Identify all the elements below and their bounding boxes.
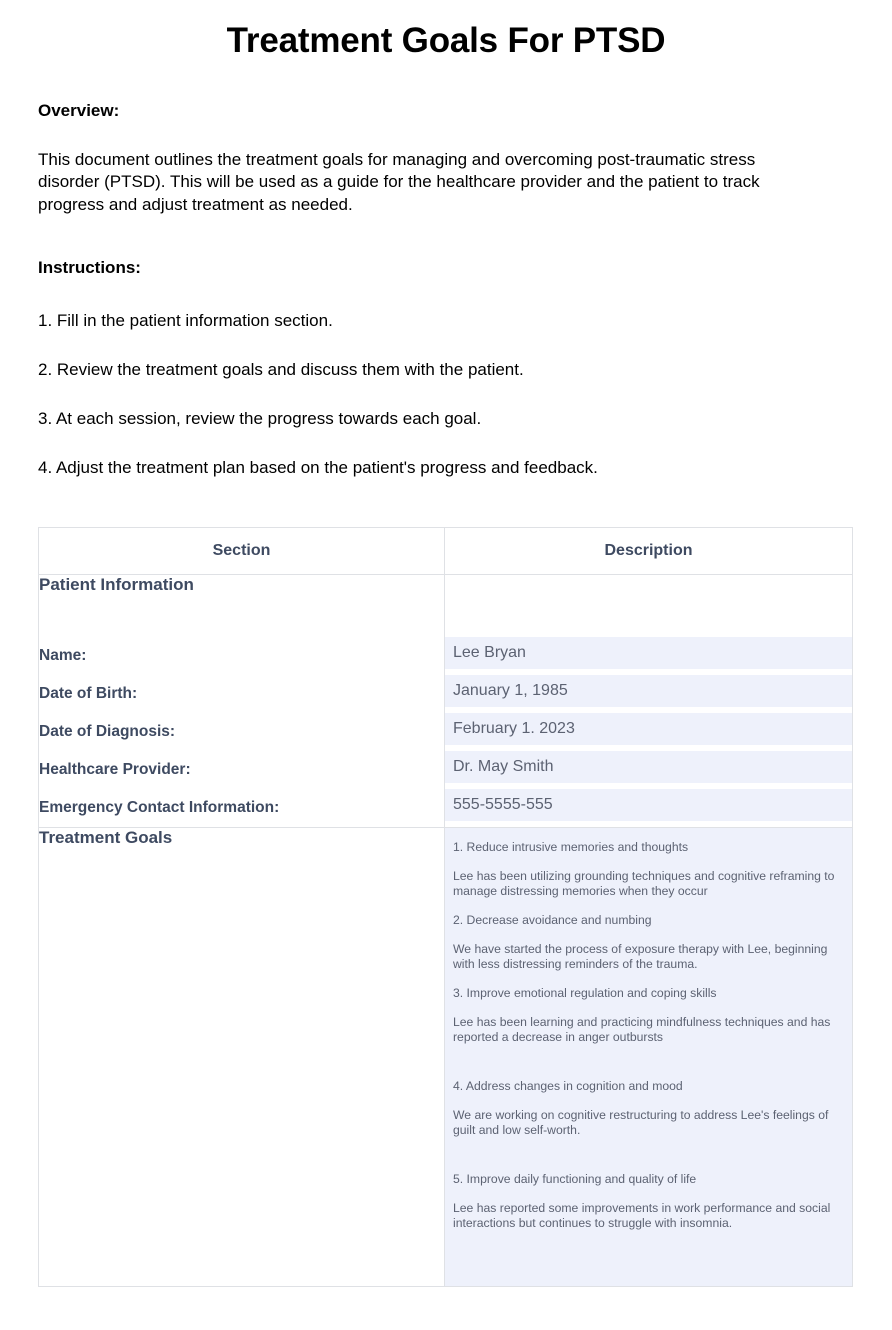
table-row-patient-information bbox=[39, 575, 853, 828]
table-row-treatment-goals bbox=[39, 828, 853, 1287]
goal-spacer bbox=[453, 1152, 842, 1172]
field-label-emergency-contact: Emergency Contact Information: bbox=[39, 799, 280, 816]
overview-paragraph: This document outlines the treatment goals for managing and overcoming post-traumatic stress disorder (PTSD). This will be used as a guide for the healthcare provider and the patient to track progress and adjust treatment as needed. bbox=[38, 149, 760, 214]
field-value-date-of-birth[interactable]: January 1, 1985 bbox=[445, 675, 852, 707]
treatment-goals-table bbox=[38, 527, 853, 1287]
goal-note-4[interactable]: We are working on cognitive restructuring to address Lee's feelings of guilt and low self-worth. bbox=[453, 1108, 829, 1137]
field-value-date-of-diagnosis[interactable]: February 1. 2023 bbox=[445, 713, 852, 745]
field-value-emergency-contact[interactable]: 555-5555-555 bbox=[445, 789, 852, 821]
table-header-row bbox=[39, 528, 853, 575]
patient-information-labels-cell bbox=[39, 575, 445, 828]
field-label-name: Name: bbox=[39, 647, 87, 664]
patient-information-values-cell bbox=[445, 575, 853, 828]
column-header-description: Description bbox=[445, 528, 853, 575]
overview-heading: Overview: bbox=[38, 100, 120, 120]
field-label-date-of-diagnosis: Date of Diagnosis: bbox=[39, 723, 176, 740]
intro-content bbox=[0, 61, 892, 480]
instruction-item: 4. Adjust the treatment plan based on the patient's progress and feedback. bbox=[38, 458, 598, 477]
patient-information-title: Patient Information bbox=[39, 575, 194, 594]
table-body bbox=[39, 575, 853, 1287]
goal-title-2: 2. Decrease avoidance and numbing bbox=[453, 913, 652, 927]
goals-table-wrapper bbox=[0, 527, 892, 1287]
instructions-list bbox=[38, 278, 854, 479]
treatment-goals-title: Treatment Goals bbox=[39, 828, 173, 847]
value-spacer bbox=[445, 575, 852, 637]
instructions-heading: Instructions: bbox=[38, 258, 141, 277]
goal-title-1: 1. Reduce intrusive memories and thoughts bbox=[453, 840, 689, 854]
column-header-section: Section bbox=[39, 528, 445, 575]
treatment-goals-values-cell bbox=[445, 828, 853, 1287]
field-value-healthcare-provider[interactable]: Dr. May Smith bbox=[445, 751, 852, 783]
goal-spacer bbox=[453, 1059, 842, 1079]
field-value-name[interactable]: Lee Bryan bbox=[445, 637, 852, 669]
goal-note-3[interactable]: Lee has been learning and practicing mindfulness techniques and has reported a decrease in anger outbursts bbox=[453, 1015, 831, 1044]
instruction-item: 3. At each session, review the progress towards each goal. bbox=[38, 409, 482, 428]
page-title: Treatment Goals For PTSD bbox=[226, 21, 666, 60]
goal-title-3: 3. Improve emotional regulation and coping skills bbox=[453, 986, 717, 1000]
treatment-goals-label-cell bbox=[39, 828, 445, 1287]
goal-note-1[interactable]: Lee has been utilizing grounding techniques and cognitive reframing to manage distressing memories when they occur bbox=[453, 869, 835, 898]
goal-note-5[interactable]: Lee has reported some improvements in work performance and social interactions but continues to struggle with insomnia. bbox=[453, 1201, 831, 1230]
field-label-healthcare-provider: Healthcare Provider: bbox=[39, 761, 191, 778]
instruction-item: 1. Fill in the patient information section. bbox=[38, 311, 333, 330]
goal-title-4: 4. Address changes in cognition and mood bbox=[453, 1079, 683, 1093]
field-label-date-of-birth: Date of Birth: bbox=[39, 685, 138, 702]
instruction-item: 2. Review the treatment goals and discuss them with the patient. bbox=[38, 360, 524, 379]
treatment-goals-list bbox=[445, 828, 852, 1286]
goal-title-5: 5. Improve daily functioning and quality of life bbox=[453, 1172, 697, 1186]
table-header bbox=[39, 528, 853, 575]
goal-note-2[interactable]: We have started the process of exposure therapy with Lee, beginning with less distressing reminders of the trauma. bbox=[453, 942, 828, 971]
